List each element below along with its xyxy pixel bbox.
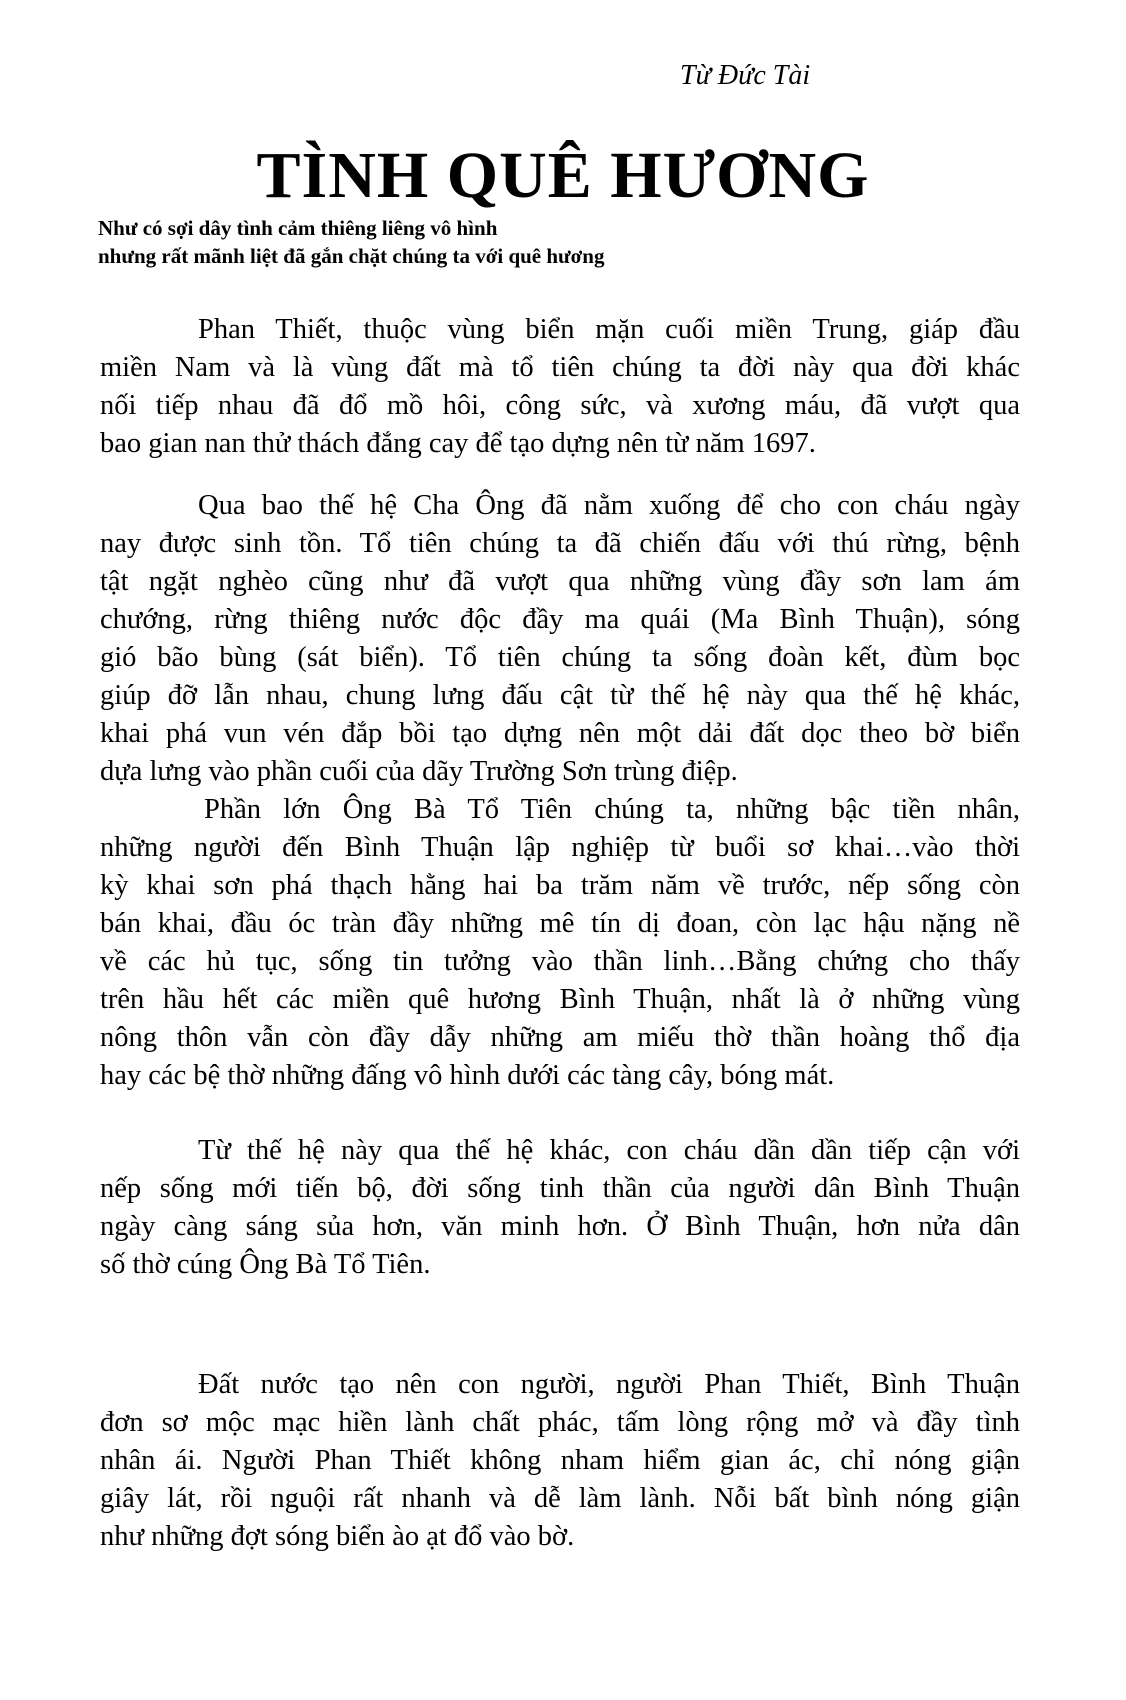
text-line: về các hủ tục, sống tin tưởng vào thần linh…Bằng chứng cho thấy xyxy=(100,946,1020,977)
paragraph-4 xyxy=(100,1132,1020,1284)
text-line: nay được sinh tồn. Tổ tiên chúng ta đã chiến đấu với thú rừng, bệnh xyxy=(100,528,1020,559)
text-line: Phần lớn Ông Bà Tổ Tiên chúng ta, những bậc tiền nhân, xyxy=(204,794,1020,825)
author-name: Từ Đức Tài xyxy=(680,60,811,91)
subtitle-line: Như có sợi dây tình cảm thiêng liêng vô hình xyxy=(98,216,498,240)
text-line: Phan Thiết, thuộc vùng biển mặn cuối miền Trung, giáp đầu xyxy=(198,314,1020,345)
text-line: khai phá vun vén đắp bồi tạo dựng nên một dải đất dọc theo bờ biển xyxy=(100,718,1020,749)
text-line: nếp sống mới tiến bộ, đời sống tinh thần của người dân Bình Thuận xyxy=(100,1173,1020,1204)
text-line: số thờ cúng Ông Bà Tổ Tiên. xyxy=(100,1249,431,1280)
text-line: hay các bệ thờ những đấng vô hình dưới các tàng cây, bóng mát. xyxy=(100,1060,835,1091)
subtitle-line: nhưng rất mãnh liệt đã gắn chặt chúng ta với quê hương xyxy=(98,244,605,268)
text-line: gió bão bùng (sát biển). Tổ tiên chúng ta sống đoàn kết, đùm bọc xyxy=(100,642,1020,673)
text-line: những người đến Bình Thuận lập nghiệp từ buổi sơ khai…vào thời xyxy=(100,832,1020,863)
text-line: giây lát, rồi nguội rất nhanh và dễ làm lành. Nỗi bất bình nóng giận xyxy=(100,1483,1020,1514)
text-line: kỳ khai sơn phá thạch hằng hai ba trăm năm về trước, nếp sống còn xyxy=(100,870,1020,901)
paragraph-2 xyxy=(100,487,1020,791)
text-line: giúp đỡ lẫn nhau, chung lưng đấu cật từ thế hệ này qua thế hệ khác, xyxy=(100,680,1020,711)
subtitle xyxy=(98,214,604,270)
text-line: dựa lưng vào phần cuối của dãy Trường Sơn trùng điệp. xyxy=(100,756,738,787)
text-line: nhân ái. Người Phan Thiết không nham hiểm gian ác, chỉ nóng giận xyxy=(100,1445,1020,1476)
text-line: nối tiếp nhau đã đổ mồ hôi, công sức, và xương máu, đã vượt qua xyxy=(100,390,1020,421)
paragraph-5 xyxy=(100,1366,1020,1556)
text-line: Qua bao thế hệ Cha Ông đã nằm xuống để cho con cháu ngày xyxy=(198,490,1020,521)
text-line: Từ thế hệ này qua thế hệ khác, con cháu dần dần tiếp cận với xyxy=(198,1135,1020,1166)
text-line: chướng, rừng thiêng nước độc đầy ma quái (Ma Bình Thuận), sóng xyxy=(100,604,1020,635)
page-title: TÌNH QUÊ HƯƠNG xyxy=(256,139,870,212)
text-line: ngày càng sáng sủa hơn, văn minh hơn. Ở Bình Thuận, hơn nửa dân xyxy=(100,1211,1020,1242)
text-line: Đất nước tạo nên con người, người Phan Thiết, Bình Thuận xyxy=(198,1369,1020,1400)
text-line: nông thôn vẫn còn đầy dẫy những am miếu thờ thần hoàng thổ địa xyxy=(100,1022,1020,1053)
paragraph-1 xyxy=(100,311,1020,463)
text-line: đơn sơ mộc mạc hiền lành chất phác, tấm lòng rộng mở và đầy tình xyxy=(100,1407,1020,1438)
text-line: bao gian nan thử thách đắng cay để tạo dựng nên từ năm 1697. xyxy=(100,428,816,459)
text-line: trên hầu hết các miền quê hương Bình Thuận, nhất là ở những vùng xyxy=(100,984,1020,1015)
paragraph-3 xyxy=(100,791,1020,1095)
text-line: tật ngặt nghèo cũng như đã vượt qua những vùng đầy sơn lam ám xyxy=(100,566,1020,597)
text-line: miền Nam và là vùng đất mà tổ tiên chúng ta đời này qua đời khác xyxy=(100,352,1020,383)
text-line: bán khai, đầu óc tràn đầy những mê tín dị đoan, còn lạc hậu nặng nề xyxy=(100,908,1020,939)
text-line: như những đợt sóng biển ào ạt đổ vào bờ. xyxy=(100,1521,575,1552)
